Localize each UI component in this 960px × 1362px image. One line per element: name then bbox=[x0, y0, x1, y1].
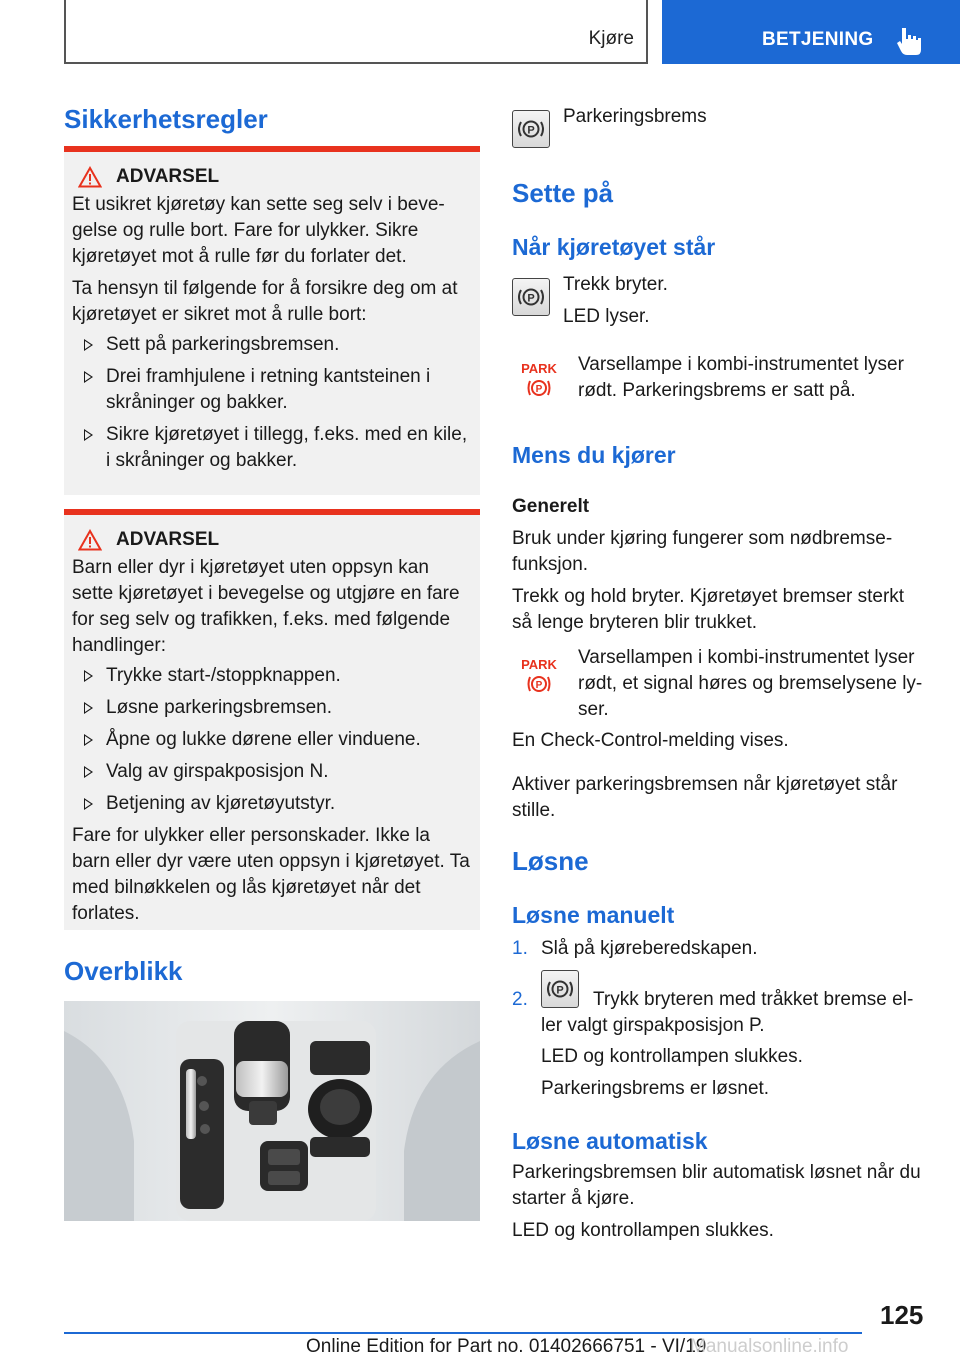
text-check-control: En Check-Control-melding vises. bbox=[512, 730, 789, 751]
header-chapter-label: BETJENING bbox=[762, 29, 874, 50]
subtitle-nar-kjoretoyet-star: Når kjøretøyet står bbox=[512, 234, 716, 260]
title-sette-pa: Sette på bbox=[512, 178, 614, 208]
footer-watermark: Manualsonline.info bbox=[690, 1336, 849, 1357]
text-auto-2: LED og kontrollampen slukkes. bbox=[512, 1220, 774, 1241]
warning-box-1 bbox=[64, 146, 480, 495]
warning-triangle-icon bbox=[78, 529, 102, 551]
footer-edition: Online Edition for Part no. 01402666751 - VI/19 bbox=[306, 1336, 707, 1357]
page-number: 125 bbox=[880, 1300, 924, 1330]
list-item: Åpne og lukke dørene eller vinduene. bbox=[72, 727, 472, 753]
park-warning-lamp-icon: PARK P bbox=[521, 361, 557, 395]
step-number: 2. bbox=[512, 989, 528, 1010]
warning-2-label: ADVARSEL bbox=[116, 529, 220, 550]
list-item: Drei framhjulene i retning kantsteinen i skråninger og bakker. bbox=[72, 364, 472, 416]
parking-brake-switch-icon bbox=[512, 278, 550, 316]
subtitle-mens-du-kjorer: Mens du kjører bbox=[512, 442, 676, 468]
text-aktiver: Aktiver parkeringsbremsen når kjøretøyet står stille. bbox=[512, 774, 898, 821]
warning-2-heading bbox=[72, 529, 472, 551]
title-losne: Løsne bbox=[512, 846, 589, 876]
text-warning-lamp-2: Varsellampen i kombi-instrumentet lyser rødt, et signal høres og bremselysene lyser. bbox=[578, 647, 923, 720]
text-led-lyser: LED lyser. bbox=[563, 306, 650, 327]
warning-box-2 bbox=[64, 509, 480, 930]
warning-1-text-2: Ta hensyn til følgende for å forsikre deg om at kjøretøyet er sikret mot å rulle bort: bbox=[72, 278, 458, 325]
text-warning-lamp: Varsellampe i kombi-instrumentet lyser rødt. Parkeringsbrems er satt på. bbox=[578, 354, 904, 401]
subtitle-losne-manuelt: Løsne manuelt bbox=[512, 902, 675, 928]
title-sikkerhetsregler: Sikkerhetsregler bbox=[64, 104, 268, 134]
svg-text:P: P bbox=[535, 384, 543, 395]
warning-triangle-icon bbox=[78, 166, 102, 188]
svg-text:P: P bbox=[535, 680, 543, 691]
parking-brake-label: Parkeringsbrems bbox=[563, 106, 707, 127]
footer-divider bbox=[64, 1332, 862, 1334]
pointing-hand-icon bbox=[896, 26, 922, 56]
parking-brake-switch-icon bbox=[512, 110, 550, 148]
heading-generelt: Generelt bbox=[512, 496, 590, 517]
text-generelt-1: Bruk under kjøring fungerer som nødbremsefunksjon. bbox=[512, 528, 893, 575]
header-section-box bbox=[64, 0, 648, 64]
title-overblikk: Overblikk bbox=[64, 956, 183, 986]
warning-2-list bbox=[72, 663, 472, 817]
text-auto-1: Parkeringsbremsen blir automatisk løsnet når du starter å kjøre. bbox=[512, 1162, 921, 1209]
list-item: Sikre kjøretøyet i tillegg, f.eks. med en kile, i skråninger og bakker. bbox=[72, 422, 472, 474]
warning-2-text-1: Barn eller dyr i kjøretøyet uten oppsyn kan sette kjøretøyet i bevegelse og utgjøre en fare for seg selv og trafikken, f.eks. med følgende handlinger: bbox=[72, 557, 460, 656]
list-item: Betjening av kjøretøyutstyr. bbox=[72, 791, 472, 817]
list-item: Sett på parkeringsbremsen. bbox=[72, 332, 472, 358]
svg-text:P: P bbox=[556, 984, 564, 997]
warning-1-list bbox=[72, 332, 472, 474]
step-number: 1. bbox=[512, 938, 528, 959]
warning-1-heading bbox=[72, 166, 472, 188]
list-item: Valg av girspakposisjon N. bbox=[72, 759, 472, 785]
center-console-photo bbox=[64, 1001, 480, 1221]
text-generelt-2: Trekk og hold bryter. Kjøretøyet bremser sterkt så lenge bryteren blir trukket. bbox=[512, 586, 905, 633]
list-item: Trykke start-/stoppknappen. bbox=[72, 663, 472, 689]
warning-1-text-1: Et usikret kjøretøy kan sette seg selv i bevegelse og rulle bort. Fare for ulykker. Sikre kjøretøyet mot å rulle før du forlater det. bbox=[72, 194, 445, 267]
warning-1-label: ADVARSEL bbox=[116, 166, 220, 187]
step-text: Slå på kjøreberedskapen. bbox=[541, 938, 758, 959]
text-step2-note-2: Parkeringsbrems er løsnet. bbox=[541, 1078, 770, 1099]
header-section-label: Kjøre bbox=[588, 28, 634, 49]
subtitle-losne-automatisk: Løsne automatisk bbox=[512, 1128, 708, 1154]
text-trekk-bryter: Trekk bryter. bbox=[563, 274, 668, 295]
step-text: Trykk bryteren med tråkket bremse eller valgt girspakposisjon P. bbox=[541, 989, 914, 1036]
svg-text:P: P bbox=[527, 124, 535, 137]
park-warning-lamp-icon: PARK P bbox=[521, 657, 557, 691]
svg-text:P: P bbox=[527, 292, 535, 305]
list-item: Løsne parkeringsbremsen. bbox=[72, 695, 472, 721]
warning-2-text-2: Fare for ulykker eller personskader. Ikke la barn eller dyr være uten oppsyn i kjøretøyet. Ta med bilnøkkelen og lås kjøretøyet når det forlates. bbox=[72, 825, 470, 924]
text-step2-note-1: LED og kontrollampen slukkes. bbox=[541, 1046, 803, 1067]
